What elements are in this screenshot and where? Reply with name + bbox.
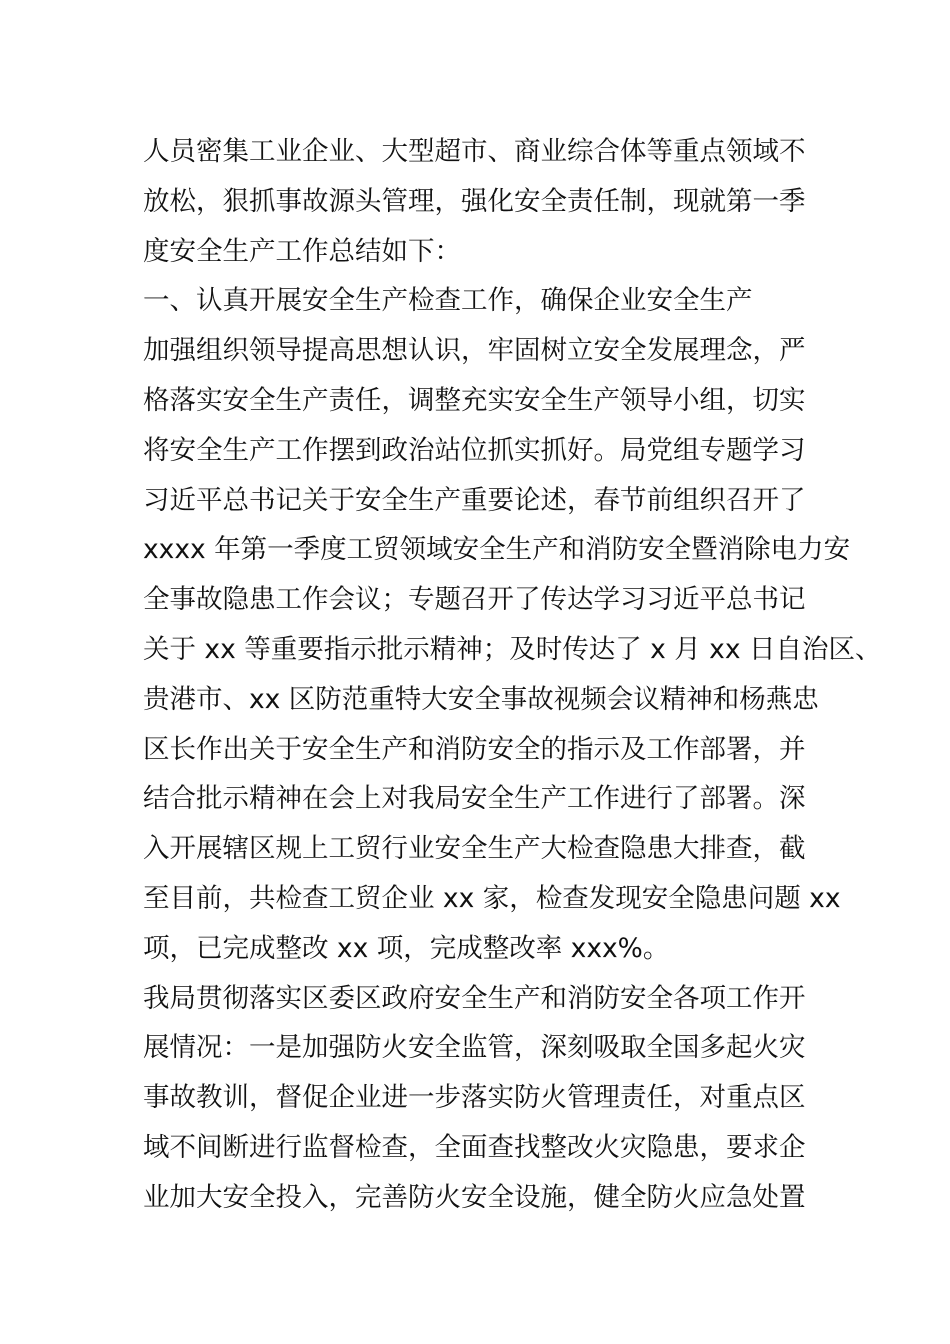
text-line: xxxx 年第一季度工贸领域安全生产和消防安全暨消除电力安 bbox=[143, 534, 851, 566]
text-line: 将安全生产工作摆到政治站位抓实抓好。局党组专题学习 bbox=[143, 434, 806, 466]
text-line: 放松，狠抓事故源头管理，强化安全责任制，现就第一季 bbox=[143, 185, 806, 217]
text-line: 展情况：一是加强防火安全监管，深刻吸取全国多起火灾 bbox=[143, 1032, 806, 1064]
text-line: 结合批示精神在会上对我局安全生产工作进行了部署。深 bbox=[143, 783, 806, 815]
text-line: 项，已完成整改 xx 项，完成整改率 xxx%。 bbox=[143, 932, 670, 964]
text-line: 度安全生产工作总结如下： bbox=[143, 235, 461, 267]
text-line: 格落实安全生产责任，调整充实安全生产领导小组，切实 bbox=[143, 384, 806, 416]
text-line: 全事故隐患工作会议；专题召开了传达学习习近平总书记 bbox=[143, 584, 806, 616]
text-line: 事故教训，督促企业进一步落实防火管理责任，对重点区 bbox=[143, 1082, 806, 1114]
text-line: 关于 xx 等重要指示批示精神；及时传达了 x 月 xx 日自治区、 bbox=[143, 633, 882, 665]
section-heading: 一、认真开展安全生产检查工作，确保企业安全生产 bbox=[143, 285, 753, 317]
text-line: 习近平总书记关于安全生产重要论述，春节前组织召开了 bbox=[143, 484, 806, 516]
text-line: 入开展辖区规上工贸行业安全生产大检查隐患大排查，截 bbox=[143, 833, 806, 865]
text-line: 区长作出关于安全生产和消防安全的指示及工作部署，并 bbox=[143, 733, 806, 765]
text-line: 人员密集工业企业、大型超市、商业综合体等重点领域不 bbox=[143, 136, 806, 167]
text-line: 至目前，共检查工贸企业 xx 家，检查发现安全隐患问题 xx bbox=[143, 882, 841, 914]
text-line: 贵港市、xx 区防范重特大安全事故视频会议精神和杨燕忠 bbox=[143, 683, 819, 715]
text-line: 我局贯彻落实区委区政府安全生产和消防安全各项工作开 bbox=[143, 982, 806, 1014]
document-body bbox=[143, 127, 882, 1223]
text-line: 加强组织领导提高思想认识，牢固树立安全发展理念，严 bbox=[143, 335, 806, 367]
text-line: 业加大安全投入，完善防火安全设施，健全防火应急处置 bbox=[143, 1181, 806, 1213]
text-line: 域不间断进行监督检查，全面查找整改火灾隐患，要求企 bbox=[143, 1131, 806, 1163]
